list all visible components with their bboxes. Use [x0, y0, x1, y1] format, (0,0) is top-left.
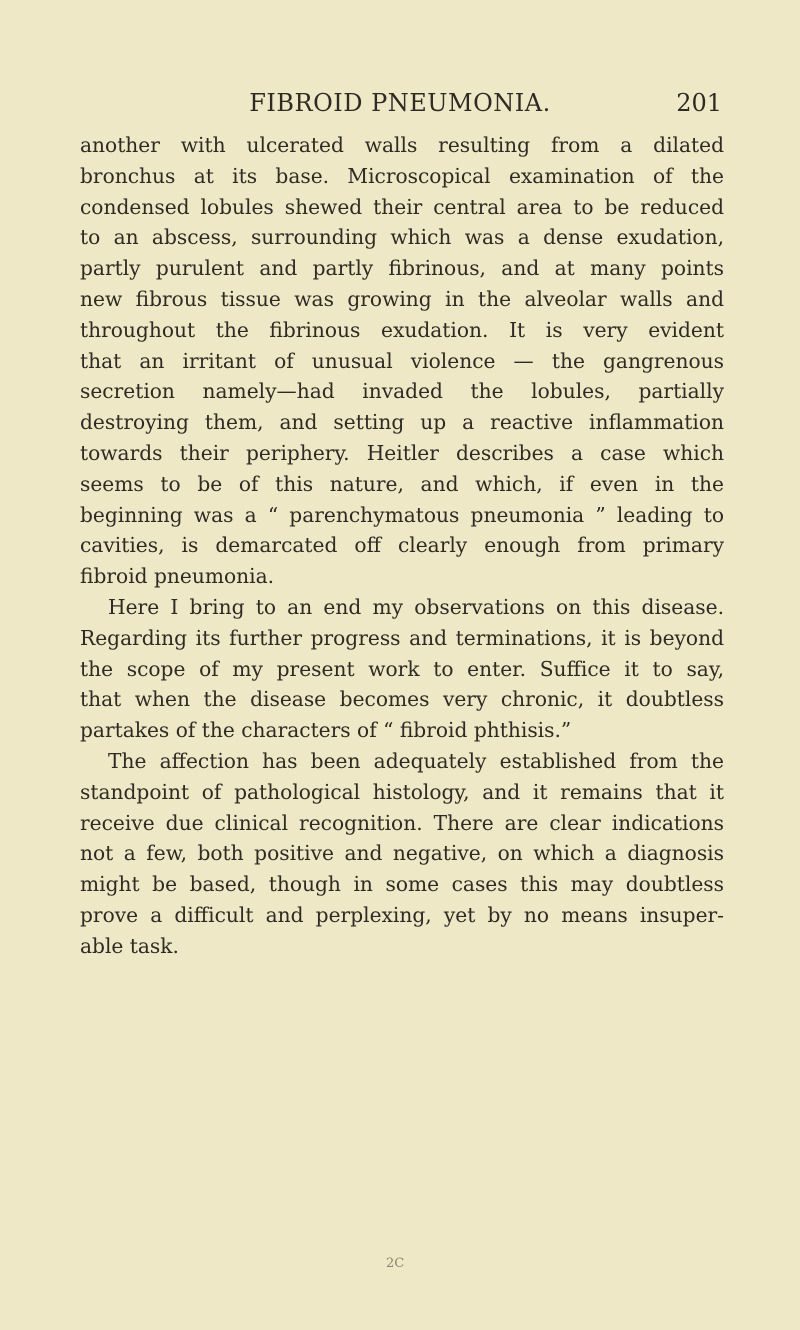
text-line: not a few, both positive and negative, on which a diagnosis: [80, 841, 724, 866]
text-line: standpoint of pathological histology, and it remains that it: [80, 779, 724, 804]
text-line: secretion namely—had invaded the lobules, partially: [80, 379, 724, 404]
text-line: partakes of the characters of “ fibroid phthisis.”: [80, 718, 572, 743]
text-line: that when the disease becomes very chronic, it doubtless: [80, 687, 724, 712]
paragraph: [80, 592, 724, 746]
text-line: prove a difficult and perplexing, yet by no means insuper-: [80, 902, 724, 927]
text-line: able task.: [80, 933, 179, 958]
text-line: destroying them, and setting up a reactive inflammation: [80, 410, 724, 435]
text-line: cavities, is demarcated off clearly enough from primary: [80, 533, 724, 558]
text-line: The affection has been adequately established from the: [108, 748, 724, 773]
text-line: the scope of my present work to enter. Suffice it to say,: [80, 656, 724, 681]
text-line: fibroid pneumonia.: [80, 564, 275, 589]
body-text: [80, 130, 724, 962]
text-line: throughout the fibrinous exudation. It is very evident: [80, 317, 724, 342]
text-line: beginning was a “ parenchymatous pneumonia ” leading to: [80, 502, 724, 527]
text-line: new fibrous tissue was growing in the alveolar walls and: [80, 286, 724, 311]
text-line: to an abscess, surrounding which was a dense exudation,: [80, 225, 724, 250]
text-line: partly purulent and partly fibrinous, and at many points: [80, 256, 724, 281]
text-line: another with ulcerated walls resulting from a dilated: [80, 133, 724, 157]
text-line: seems to be of this nature, and which, if even in the: [80, 471, 724, 496]
text-line: condensed lobules shewed their central area to be reduced: [80, 194, 724, 219]
running-title: FIBROID PNEUMONIA.: [249, 89, 551, 117]
text-line: towards their periphery. Heitler describes a case which: [80, 440, 724, 465]
text-line: receive due clinical recognition. There are clear indications: [80, 810, 724, 835]
text-line: that an irritant of unusual violence — the gangrenous: [80, 348, 724, 373]
text-line: Regarding its further progress and terminations, it is beyond: [80, 625, 724, 650]
text-line: bronchus at its base. Microscopical examination of the: [80, 163, 724, 188]
text-line: Here I bring to an end my observations on this disease.: [108, 594, 724, 619]
page-number: 201: [676, 89, 722, 117]
paragraph: [80, 746, 724, 962]
text-line: might be based, though in some cases this may doubtless: [80, 872, 724, 897]
paragraph: [80, 130, 724, 592]
running-head: [0, 86, 800, 120]
signature-mark: 2C: [386, 1256, 405, 1271]
